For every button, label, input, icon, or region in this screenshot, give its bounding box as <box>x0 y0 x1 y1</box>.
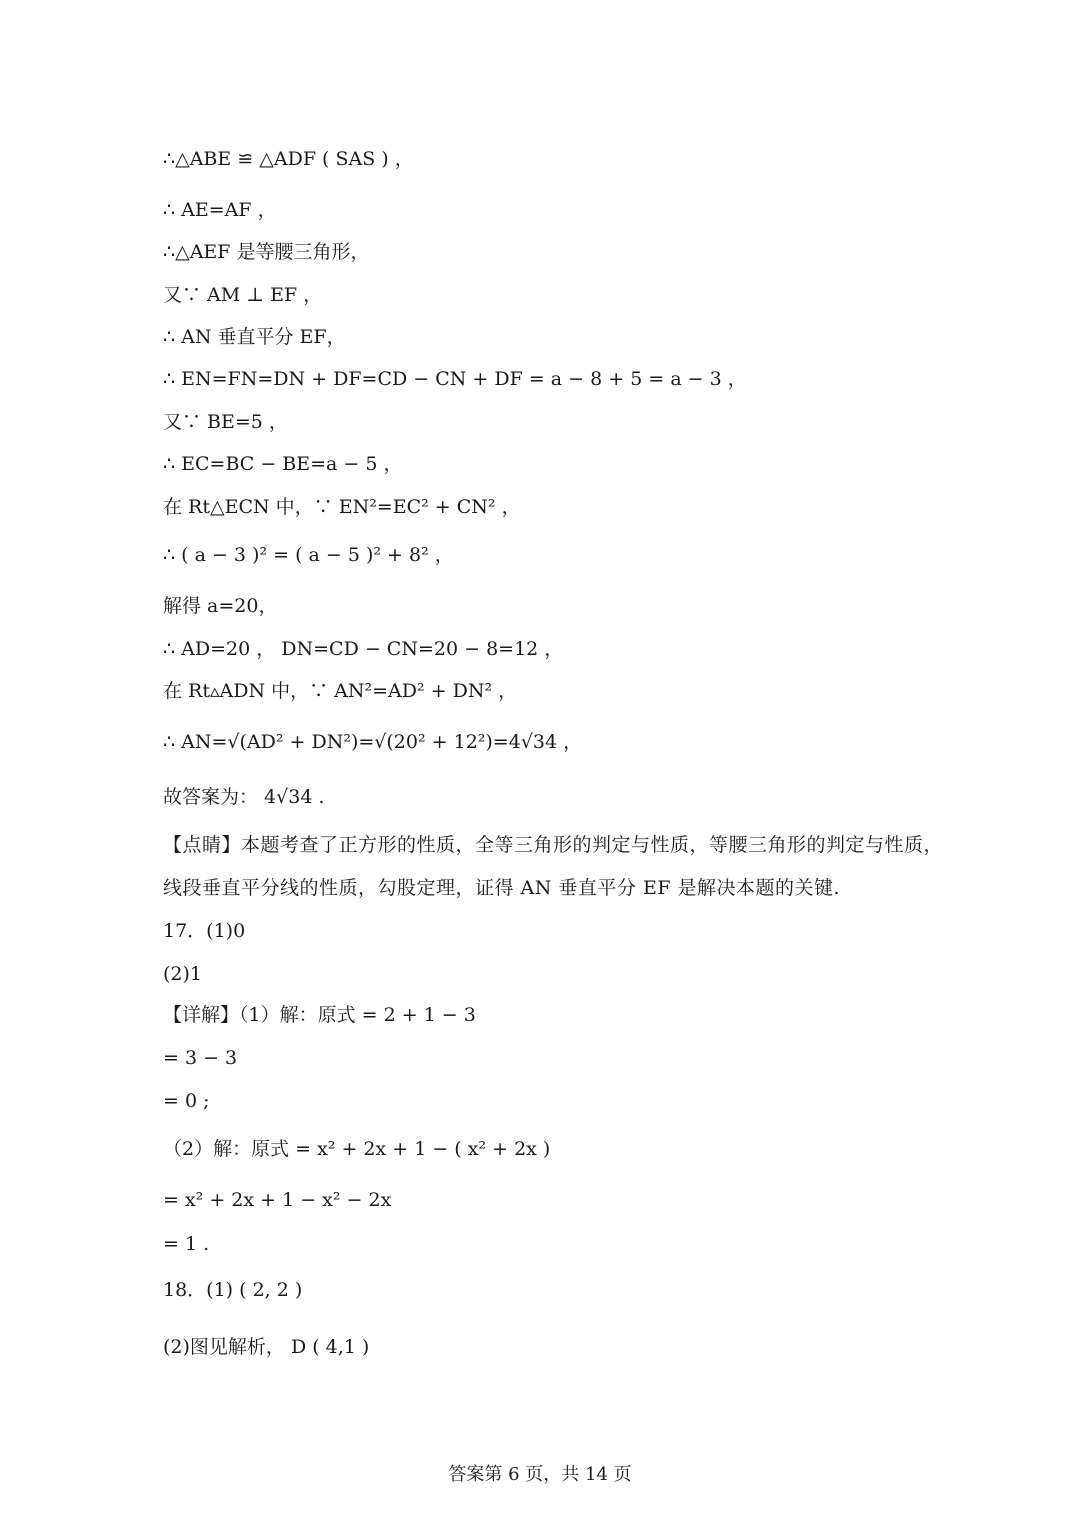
page-footer: 答案第 6 页，共 14 页 <box>448 1464 632 1485</box>
q17-header: 17．(1)0 <box>163 920 246 942</box>
q17-step1: = 3 − 3 <box>163 1047 238 1069</box>
q18-header: 18．(1) ( 2, 2 ) <box>163 1279 303 1301</box>
line-15: 故答案为： 4√34 . <box>163 786 325 808</box>
line-12: ∴ AD=20 ， DN=CD − CN=20 − 8=12 ， <box>163 638 564 660</box>
q17-step2: = 0 ; <box>163 1090 210 1112</box>
line-9: 在 Rt△ECN 中，∵ EN²=EC² + CN² ， <box>163 496 521 518</box>
line-13: 在 Rt▵ADN 中，∵ AN²=AD² + DN² ， <box>163 680 518 702</box>
line-6: ∴ EN=FN=DN + DF=CD − CN + DF = a − 8 + 5 = a − 3 ， <box>163 368 747 390</box>
line-8: ∴ EC=BC − BE=a − 5 ， <box>163 453 403 475</box>
line-1: ∴△ABE ≌ △ADF ( SAS ) ， <box>163 148 414 170</box>
q17-part2: (2)1 <box>163 963 203 985</box>
q18-part2: (2)图见解析， D ( 4,1 ) <box>163 1336 370 1358</box>
q17-detail1: 【详解】（1）解：原式 = 2 + 1 − 3 <box>163 1004 476 1026</box>
q17-detail2: （2）解：原式 = x² + 2x + 1 − ( x² + 2x ) <box>163 1138 551 1160</box>
line-2: ∴ AE=AF ， <box>163 199 277 221</box>
comment-paragraph: 【点睛】本题考查了正方形的性质，全等三角形的判定与性质，等腰三角形的判定与性质，线段垂直平分线的性质，勾股定理，证得 AN 垂直平分 EF 是解决本题的关键. <box>163 834 944 899</box>
line-14: ∴ AN=√(AD² + DN²)=√(20² + 12²)=4√34 ， <box>163 731 583 753</box>
line-3: ∴△AEF 是等腰三角形， <box>163 241 370 263</box>
line-7: 又∵ BE=5 ， <box>163 411 288 433</box>
line-4: 又∵ AM ⊥ EF ， <box>163 284 323 306</box>
q17-step3: = x² + 2x + 1 − x² − 2x <box>163 1189 392 1211</box>
line-11: 解得 a=20， <box>163 595 278 617</box>
line-10: ∴ ( a − 3 )² = ( a − 5 )² + 8² ， <box>163 544 454 566</box>
q17-step4: = 1 . <box>163 1233 210 1255</box>
line-5: ∴ AN 垂直平分 EF， <box>163 326 346 348</box>
